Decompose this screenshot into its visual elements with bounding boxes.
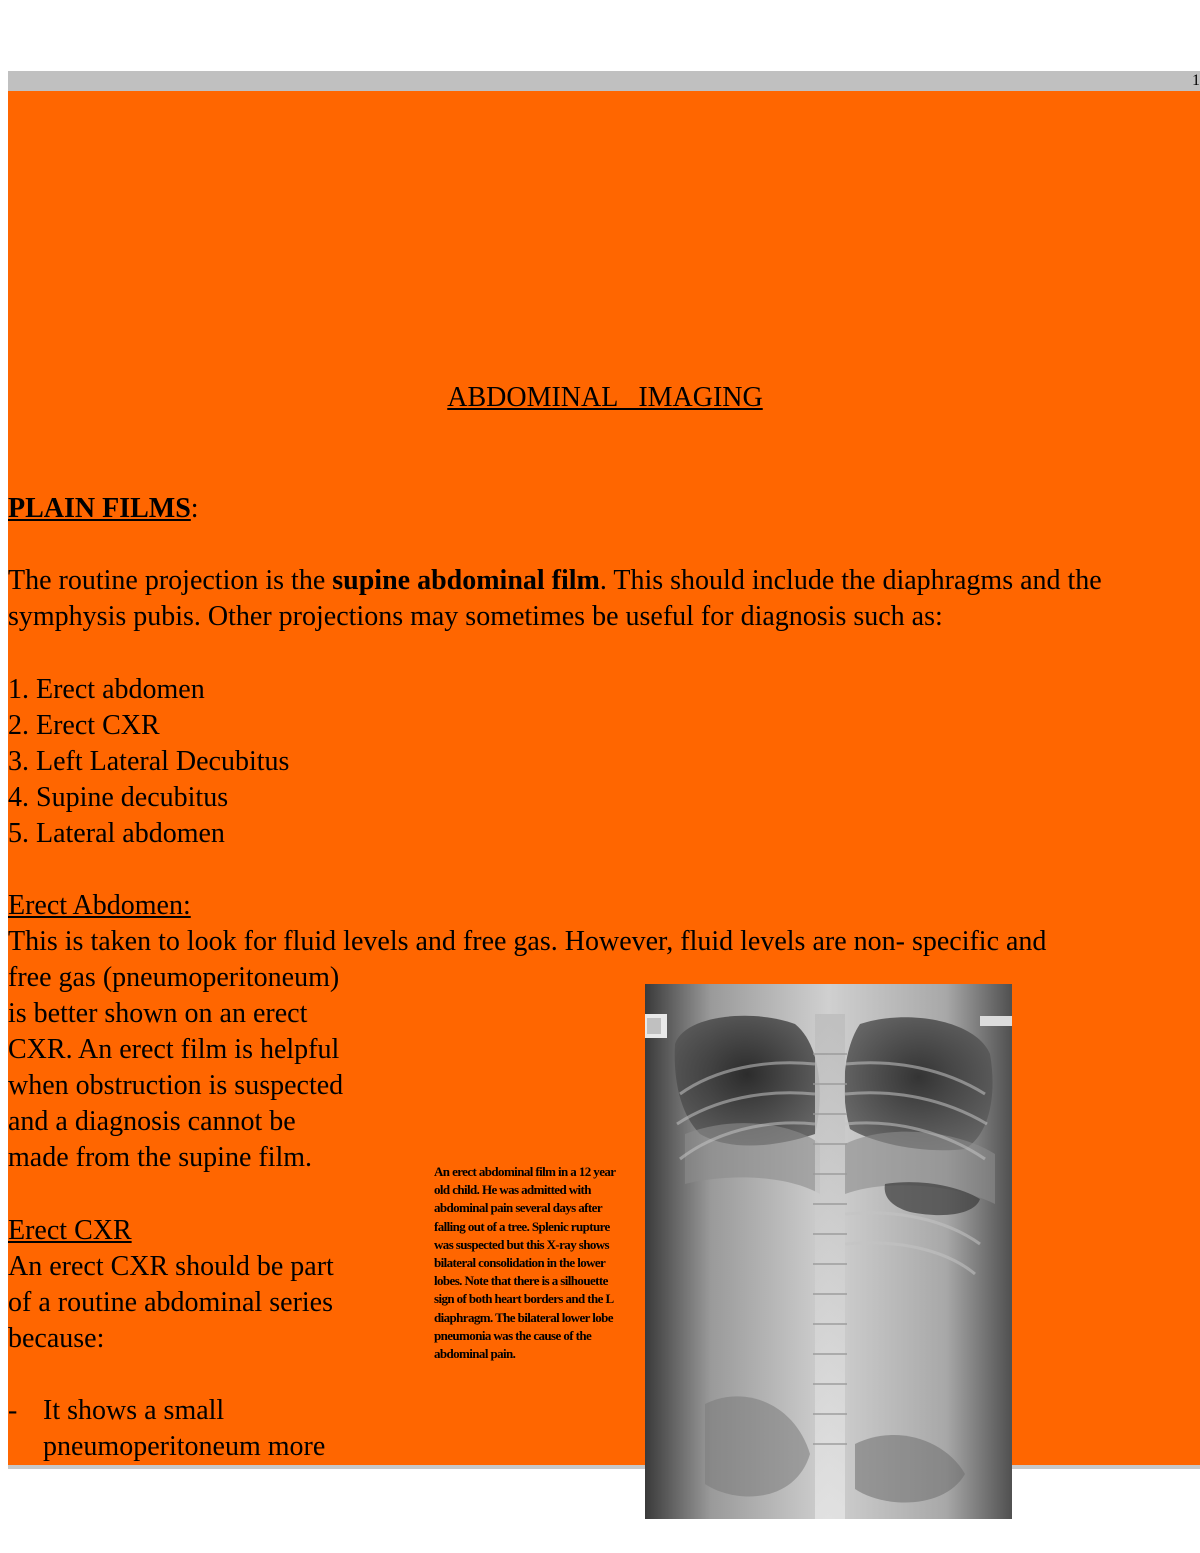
- intro-paragraph: [8, 563, 1200, 635]
- bullet-item: [43, 1393, 325, 1465]
- list-item: 1. Erect abdomen: [8, 674, 205, 705]
- text-line: CXR. An erect film is helpful: [8, 1034, 340, 1065]
- list-item: 3. Left Lateral Decubitus: [8, 746, 290, 777]
- xray-caption: An erect abdominal film in a 12 year old child. He was admitted with abdominal pain several days after falling out of a tree. Splenic rupture was suspected but this X-ray shows bilateral consolidation in the lower lobes. Note that there is a silhouette sign of both heart borders and the L diaphragm. The bilateral lower lobe pneumonia was the cause of the abdominal pain.: [434, 1164, 616, 1362]
- intro-text-1: The routine projection is the: [8, 565, 333, 596]
- bullet-marker: -: [8, 1395, 18, 1426]
- text-line: pneumoperitoneum more: [43, 1431, 326, 1462]
- text-line: because:: [8, 1323, 105, 1354]
- xray-illustration: [645, 984, 1012, 1519]
- list-item: 2. Erect CXR: [8, 710, 160, 741]
- text-line: An erect CXR should be part: [8, 1251, 334, 1282]
- page-number: 1: [1192, 72, 1200, 89]
- page-header-bar: [8, 71, 1200, 91]
- list-item: 5. Lateral abdomen: [8, 818, 225, 849]
- intro-text-2: . This should include the diaphragms and the symphysis pubis. Other projections may sometimes be useful for diagnosis such as:: [8, 565, 1102, 632]
- list-item: 4. Supine decubitus: [8, 782, 229, 813]
- erect-cxr-heading: Erect CXR: [8, 1215, 132, 1246]
- text-line: free gas (pneumoperitoneum): [8, 962, 340, 993]
- projection-list: [8, 672, 289, 852]
- erect-abdomen-heading: Erect Abdomen:: [8, 890, 191, 921]
- text-line: is better shown on an erect: [8, 998, 308, 1029]
- text-line: It shows a small: [43, 1395, 225, 1426]
- text-line: made from the supine film.: [8, 1142, 313, 1173]
- plain-films-heading-text: PLAIN FILMS: [8, 493, 191, 524]
- bottom-rule: [8, 1465, 1200, 1469]
- erect-abdomen-first-line: This is taken to look for fluid levels and free gas. However, fluid levels are non- specific and: [8, 926, 1047, 957]
- text-line: of a routine abdominal series: [8, 1287, 334, 1318]
- plain-films-heading: [8, 491, 199, 527]
- text-line: when obstruction is suspected: [8, 1070, 344, 1101]
- xray-image: [645, 984, 1012, 1519]
- intro-bold-text: supine abdominal film: [332, 565, 600, 596]
- erect-cxr-paragraph: [8, 1249, 334, 1357]
- erect-abdomen-paragraph: [8, 960, 408, 1176]
- page-title: ABDOMINAL IMAGING: [447, 382, 763, 413]
- text-line: and a diagnosis cannot be: [8, 1106, 296, 1137]
- plain-films-colon: :: [190, 493, 199, 524]
